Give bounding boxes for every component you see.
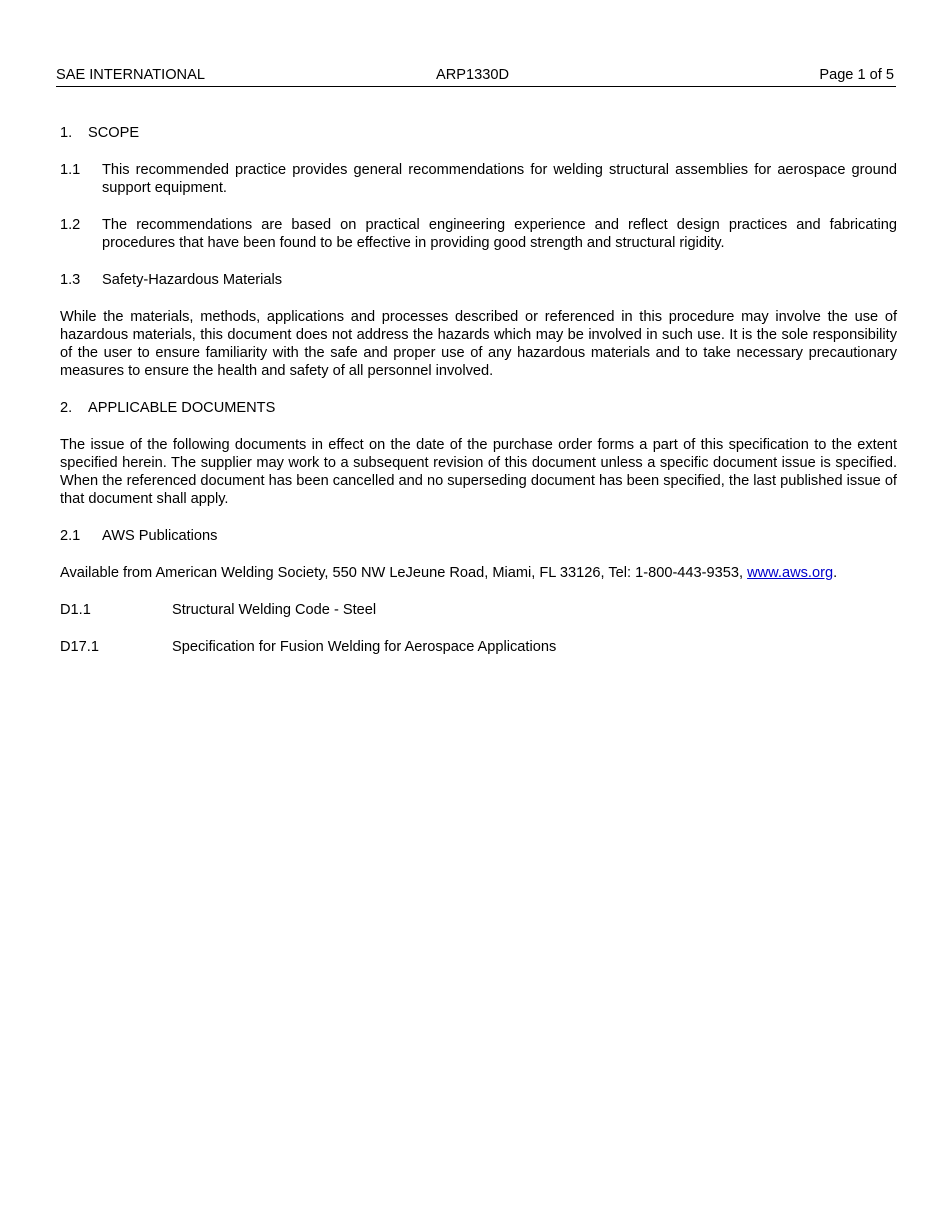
aws-address-text: Available from American Welding Society, 550 NW LeJeune Road, Miami, FL 33126, Tel: 1-800-443-9353, bbox=[60, 565, 748, 581]
subsection-title: Safety-Hazardous Materials bbox=[102, 272, 283, 288]
reference-code: D1.1 bbox=[60, 602, 91, 618]
reference-d17-1 bbox=[60, 638, 897, 656]
clause-number: 1.1 bbox=[60, 162, 81, 178]
section-heading-applicable-documents bbox=[60, 399, 897, 417]
subsection-heading-aws bbox=[60, 527, 897, 545]
clause-1-2 bbox=[60, 216, 897, 252]
section-title: APPLICABLE DOCUMENTS bbox=[88, 400, 276, 416]
safety-paragraph: While the materials, methods, applications and processes described or referenced in this procedure may involve the use of hazardous materials, this document does not address the hazards which may be involved in such use. It is the sole responsibility of the user to ensure familiarity with the safe and proper use of any hazardous materials and to take necessary precautionary measures to ensure the health and safety of all personnel involved. bbox=[60, 309, 897, 379]
subsection-title: AWS Publications bbox=[102, 528, 218, 544]
subsection-number: 2.1 bbox=[60, 528, 81, 544]
page-header bbox=[56, 66, 896, 87]
document-body bbox=[60, 124, 897, 675]
aws-availability-paragraph bbox=[60, 564, 897, 582]
section-title: SCOPE bbox=[88, 125, 140, 141]
reference-d1-1 bbox=[60, 601, 897, 619]
subsection-number: 1.3 bbox=[60, 272, 81, 288]
reference-title: Structural Welding Code - Steel bbox=[172, 602, 377, 618]
clause-1-1 bbox=[60, 161, 897, 197]
subsection-heading-safety bbox=[60, 271, 897, 289]
section-heading-scope bbox=[60, 124, 897, 142]
header-document-number: ARP1330D bbox=[436, 67, 510, 83]
aws-website-link[interactable]: www.aws.org bbox=[747, 565, 834, 581]
header-page-number: Page 1 of 5 bbox=[819, 67, 894, 83]
reference-code: D17.1 bbox=[60, 639, 99, 655]
aws-period: . bbox=[833, 565, 838, 581]
clause-number: 1.2 bbox=[60, 217, 81, 233]
section-number: 2. bbox=[60, 400, 73, 416]
reference-title: Specification for Fusion Welding for Aerospace Applications bbox=[172, 639, 557, 655]
clause-text: The recommendations are based on practical engineering experience and reflect design practices and fabricating procedures that have been found to be effective in providing good strength and structural rigidity. bbox=[102, 217, 897, 251]
header-organization: SAE INTERNATIONAL bbox=[56, 67, 205, 83]
clause-text: This recommended practice provides general recommendations for welding structural assemblies for aerospace ground support equipment. bbox=[102, 162, 897, 196]
section-number: 1. bbox=[60, 125, 73, 141]
applicable-documents-paragraph: The issue of the following documents in effect on the date of the purchase order forms a part of this specification to the extent specified herein. The supplier may work to a subsequent revision of this document unless a specific document issue is specified. When the referenced document has been cancelled and no superseding document has been specified, the last published issue of that document shall apply. bbox=[60, 437, 897, 507]
